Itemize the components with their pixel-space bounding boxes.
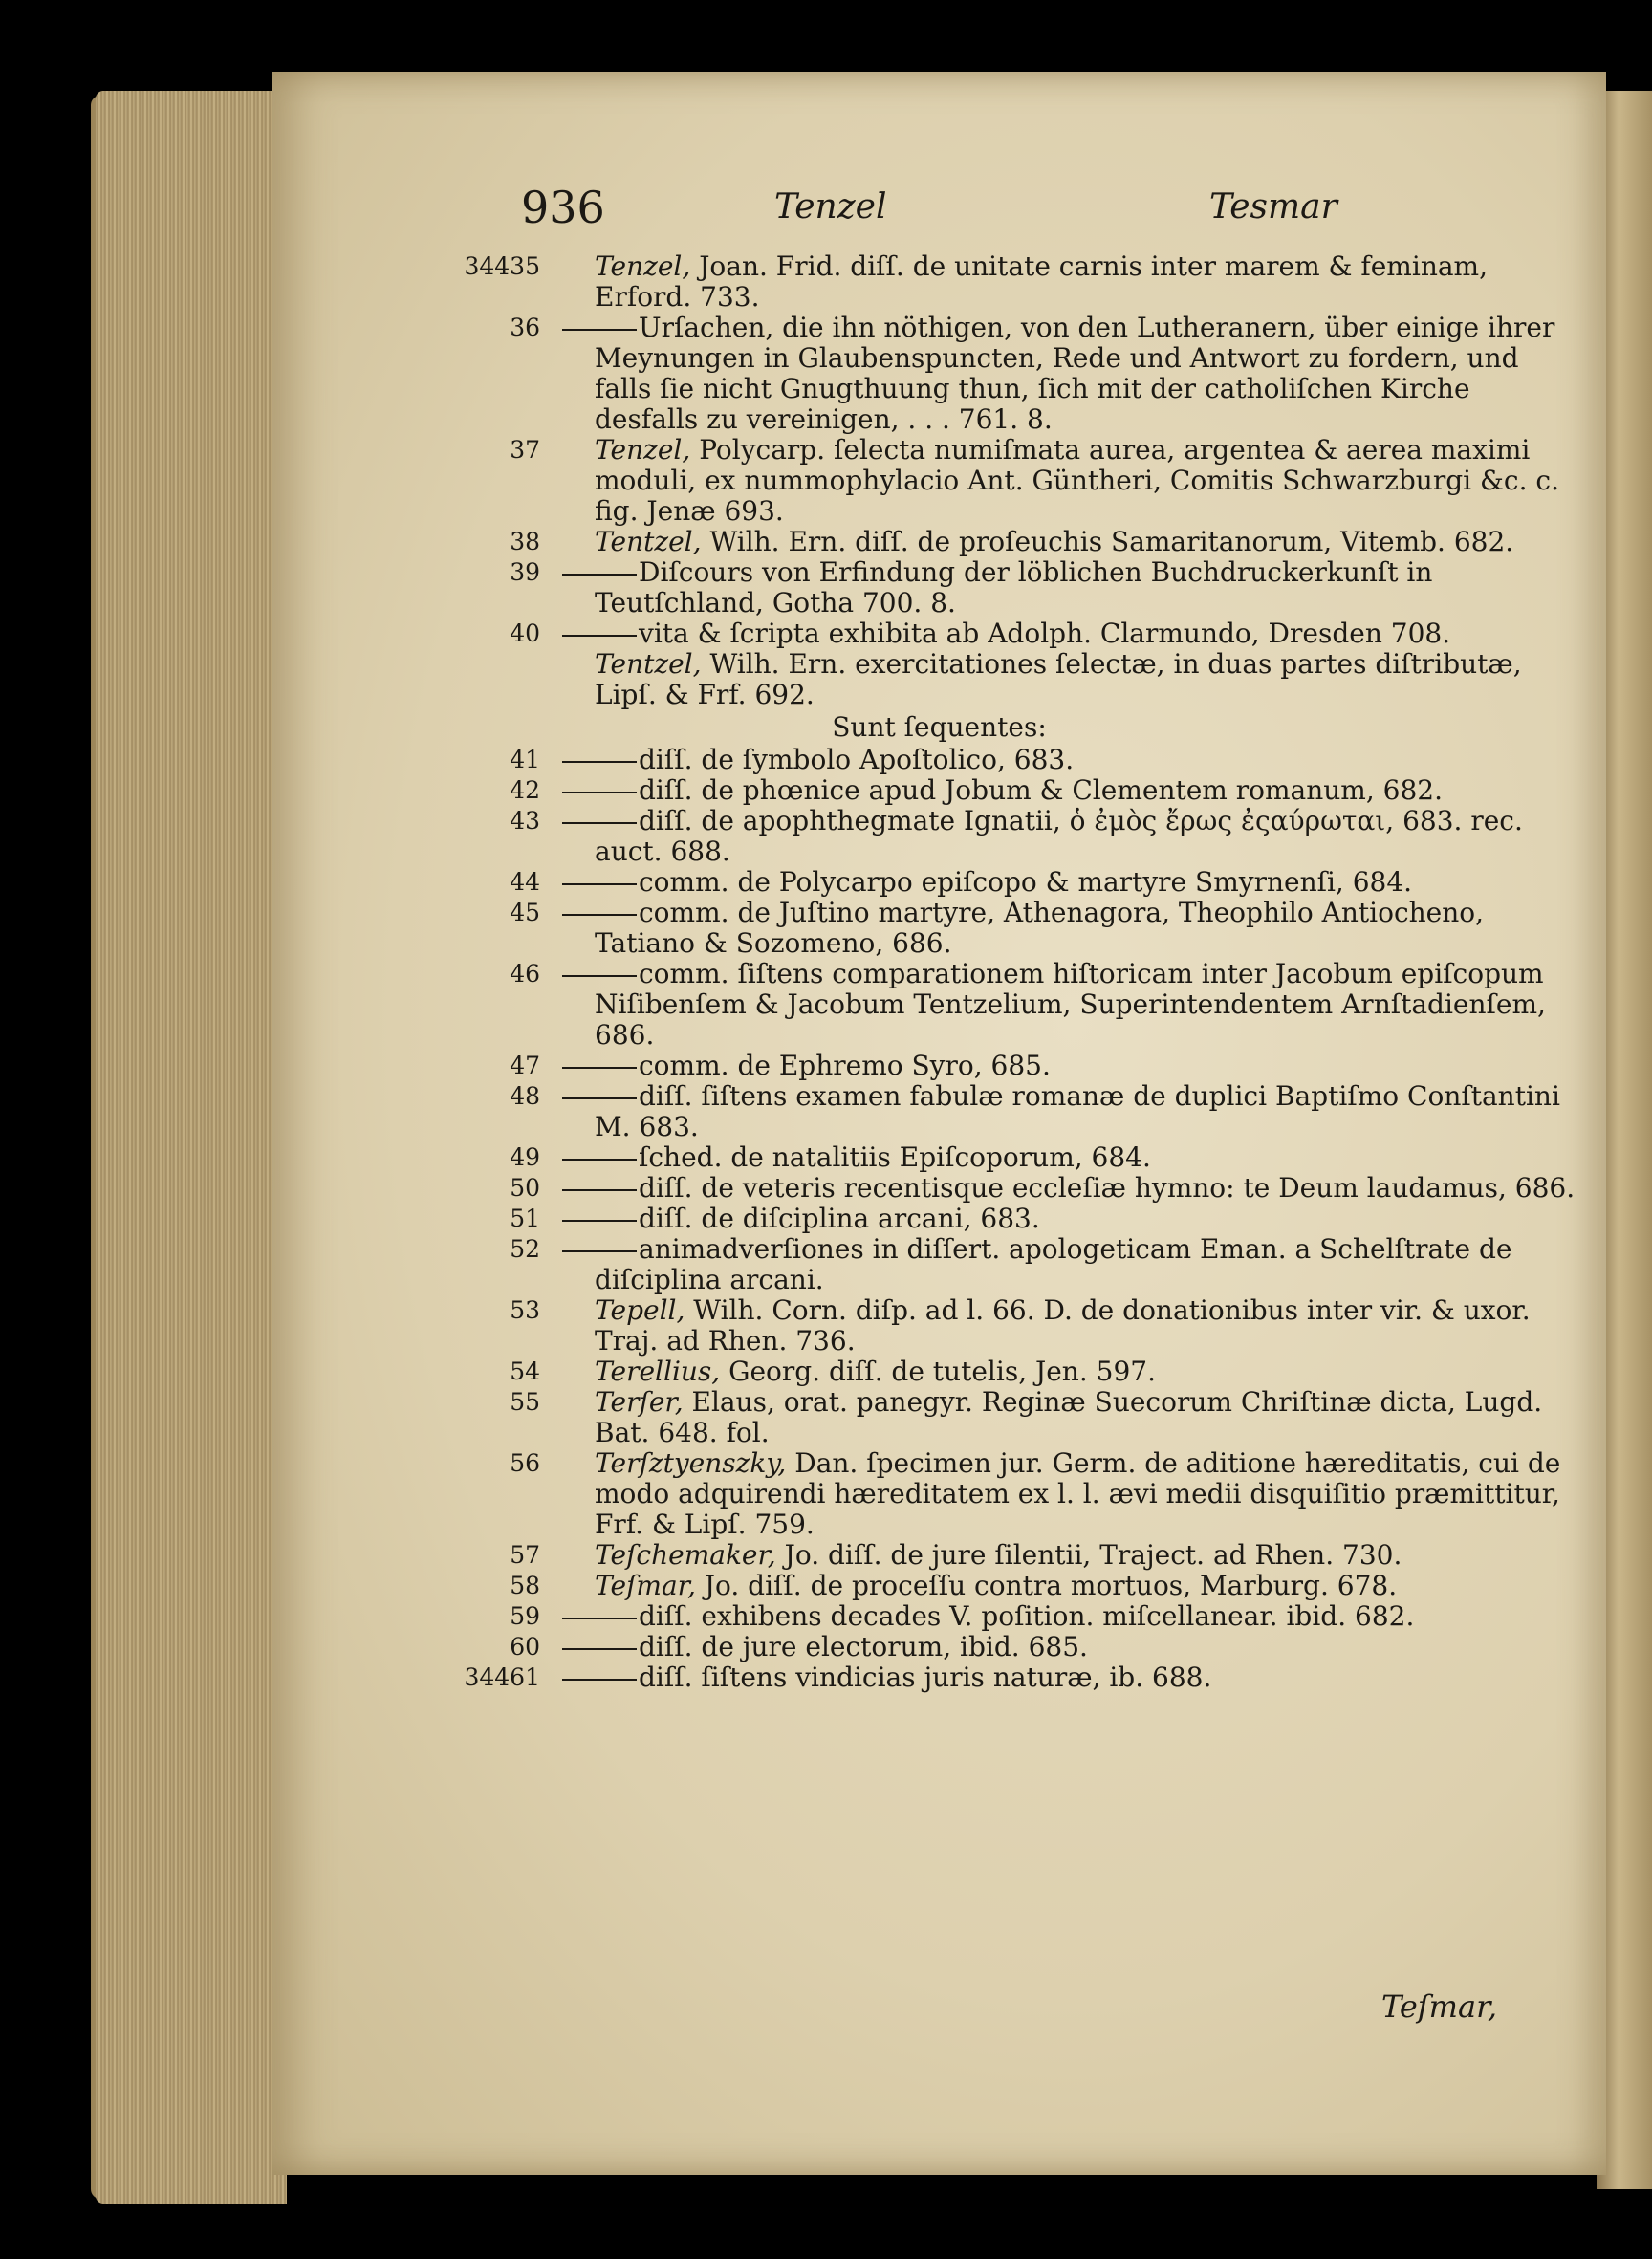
- entry-number: 54: [510, 1358, 540, 1385]
- entry-body: [595, 959, 1576, 1051]
- running-header: [272, 182, 1606, 249]
- entry-body: [595, 1540, 1576, 1571]
- entry-body: [595, 1662, 1576, 1693]
- entry-body: [595, 527, 1576, 557]
- entry-body: [595, 1295, 1576, 1357]
- section-heading: Sunt ſequentes:: [832, 711, 1047, 743]
- entry-number: 60: [510, 1633, 540, 1661]
- entry-text: Wilh. Ern. exercitationes ſelectæ, in duas partes diſtributæ, Lipſ. & Frf. 692.: [595, 648, 1522, 710]
- author-name: Terſer,: [595, 1386, 684, 1418]
- entry-text: Wilh. Ern. diſſ. de proſeuchis Samaritanorum, Vitemb. 682.: [701, 526, 1514, 557]
- entry-number: 50: [510, 1174, 540, 1202]
- entry-body: [595, 313, 1576, 435]
- entry-body: [595, 557, 1576, 619]
- bibliography-entry: [272, 806, 1606, 867]
- entry-text: Dan. ſpecimen jur. Germ. de aditione hæreditatis, cui de modo adquirendi hæreditatem ex l. l. ævi medii disquiſitio præmittitur, Frf. & Lipſ. 759.: [595, 1447, 1561, 1540]
- ditto-dash: [562, 1097, 637, 1099]
- entry-number: 49: [510, 1143, 540, 1171]
- bibliography-entry: [272, 775, 1606, 806]
- bibliography-entry: [272, 1295, 1606, 1357]
- ditto-dash: [562, 574, 637, 576]
- entry-number: 45: [510, 899, 540, 926]
- entry-text: comm. de Ephremo Syro, 685.: [639, 1050, 1051, 1081]
- entry-body: [595, 1142, 1576, 1173]
- entry-number: 58: [510, 1572, 540, 1599]
- entry-text: diſſ. de veteris recentisque eccleſiæ hymno: te Deum laudamus, 686.: [639, 1172, 1576, 1204]
- entry-number: 40: [510, 619, 540, 647]
- entry-text: comm. de Juſtino martyre, Athenagora, Theophilo Antiocheno, Tatiano & Sozomeno, 686.: [595, 897, 1485, 959]
- ditto-dash: [562, 1679, 637, 1681]
- entry-number: 51: [510, 1205, 540, 1232]
- author-name: Tenzel,: [595, 250, 691, 282]
- bibliography-entry: [272, 649, 1606, 710]
- ditto-dash: [562, 329, 637, 331]
- entry-body: [595, 1051, 1576, 1081]
- author-name: Terſztyenszky,: [595, 1447, 787, 1479]
- author-name: Teſmar,: [595, 1570, 696, 1601]
- ditto-dash: [562, 1618, 637, 1619]
- entry-body: [595, 1357, 1576, 1387]
- author-name: Teſchemaker,: [595, 1539, 776, 1571]
- author-name: Tentzel,: [595, 526, 702, 557]
- entry-body: [595, 649, 1576, 710]
- bibliography-entry: [272, 619, 1606, 649]
- bibliography-entry: [272, 745, 1606, 775]
- entry-text: Urſachen, die ihn nöthigen, von den Lutheranern, über einige ihrer Meynungen in Glaubenspuncten, Rede und Antwort zu fordern, und falls ſie nicht Gnugthuung thun, ſich mit der catholiſchen Kirche desfalls zu vereinigen, . . . 761. 8.: [595, 312, 1555, 435]
- bibliography-entry: [272, 313, 1606, 435]
- entry-body: [595, 1234, 1576, 1295]
- entry-body: [595, 1204, 1576, 1234]
- entry-text: animadverſiones in diſſert. apologeticam Eman. a Schelſtrate de diſciplina arcani.: [595, 1233, 1512, 1295]
- entry-number: 38: [510, 528, 540, 555]
- entry-text: diſſ. de jure electorum, ibid. 685.: [639, 1631, 1088, 1662]
- entry-body: [595, 251, 1576, 313]
- entry-text: diſſ. ſiſtens examen fabulæ romanæ de duplici Baptiſmo Conſtantini M. 683.: [595, 1080, 1560, 1142]
- entry-text: Jo. diſſ. de jure ſilentii, Traject. ad Rhen. 730.: [775, 1539, 1402, 1571]
- author-name: Tepell,: [595, 1294, 685, 1326]
- entry-number: 46: [510, 960, 540, 988]
- entry-text: Joan. Frid. diſſ. de unitate carnis inter marem & feminam, Erford. 733.: [595, 250, 1488, 313]
- entry-text: Jo. diſſ. de proceſſu contra mortuos, Marburg. 678.: [695, 1570, 1398, 1601]
- ditto-dash: [562, 1220, 637, 1222]
- bibliography-entry: [272, 251, 1606, 313]
- bibliography-entry: [272, 898, 1606, 959]
- bibliography-entry: [272, 1601, 1606, 1632]
- entry-body: [595, 1387, 1576, 1448]
- entry-body: [595, 806, 1576, 867]
- entry-number: 39: [510, 558, 540, 586]
- bibliography-entry: [272, 867, 1606, 898]
- page-number: 936: [521, 182, 605, 233]
- entry-number: 55: [510, 1388, 540, 1416]
- author-name: Tenzel,: [595, 434, 691, 466]
- header-left-title: Tenzel: [774, 187, 887, 227]
- entry-body: [595, 435, 1576, 527]
- bibliography-entry: [272, 1357, 1606, 1387]
- ditto-dash: [562, 761, 637, 763]
- bibliography-entry: [272, 435, 1606, 527]
- entry-text: diſſ. de diſciplina arcani, 683.: [639, 1203, 1040, 1234]
- bibliography-entry: [272, 1142, 1606, 1173]
- entry-text: vita & ſcripta exhibita ab Adolph. Clarmundo, Dresden 708.: [639, 618, 1451, 649]
- entry-text: Polycarp. ſelecta numiſmata aurea, argentea & aerea maximi moduli, ex nummophylacio Ant. Güntheri, Comitis Schwarzburgi &c. c. fig. Jenæ 693.: [595, 434, 1559, 527]
- ditto-dash: [562, 1250, 637, 1252]
- bibliography-entry: [272, 710, 1606, 745]
- bibliography-entry: [272, 1173, 1606, 1204]
- entry-text: diſſ. ſiſtens vindicias juris naturæ, ib. 688.: [639, 1662, 1212, 1693]
- bibliography-entry: [272, 1234, 1606, 1295]
- entry-body: [595, 1632, 1576, 1662]
- entry-number: 42: [510, 776, 540, 804]
- bibliography-entry: [272, 557, 1606, 619]
- entry-text: diſſ. de phœnice apud Jobum & Clementem romanum, 682.: [639, 774, 1443, 806]
- entry-number: 44: [510, 868, 540, 896]
- entry-text: Wilh. Corn. diſp. ad l. 66. D. de donationibus inter vir. & uxor. Traj. ad Rhen. 736.: [595, 1294, 1531, 1357]
- entry-number: 57: [510, 1541, 540, 1569]
- author-name: Tentzel,: [595, 648, 702, 680]
- bibliography-entry: [272, 1662, 1606, 1693]
- printed-page: [272, 72, 1606, 2175]
- entry-body: [595, 1601, 1576, 1632]
- ditto-dash: [562, 635, 637, 637]
- page-stack-edge: [96, 91, 287, 2204]
- ditto-dash: [562, 1067, 637, 1069]
- ditto-dash: [562, 1648, 637, 1650]
- entry-body: [595, 1571, 1576, 1601]
- entry-body: [595, 1448, 1576, 1540]
- entry-text: diſſ. de ſymbolo Apoſtolico, 683.: [639, 744, 1075, 775]
- entry-body: [595, 1173, 1576, 1204]
- ditto-dash: [562, 914, 637, 916]
- entry-number: 48: [510, 1082, 540, 1110]
- entry-number: 53: [510, 1296, 540, 1324]
- author-name: Terellius,: [595, 1356, 721, 1387]
- entry-number: 36: [510, 314, 540, 341]
- entry-body: [595, 745, 1576, 775]
- bibliography-entries: [272, 251, 1606, 1693]
- entry-number: 56: [510, 1449, 540, 1477]
- entry-text: Georg. diſſ. de tutelis, Jen. 597.: [720, 1356, 1156, 1387]
- entry-number: 47: [510, 1052, 540, 1079]
- entry-text: Diſcours von Erfindung der löblichen Buchdruckerkunſt in Teutſchland, Gotha 700. 8.: [595, 556, 1433, 619]
- ditto-dash: [562, 1189, 637, 1191]
- bibliography-entry: [272, 1051, 1606, 1081]
- entry-text: comm. de Polycarpo epiſcopo & martyre Smyrnenſi, 684.: [639, 866, 1413, 898]
- entry-text: diſſ. exhibens decades V. poſition. miſcellanear. ibid. 682.: [639, 1600, 1415, 1632]
- ditto-dash: [562, 975, 637, 977]
- entry-number: 34461: [464, 1663, 540, 1691]
- bibliography-entry: [272, 1540, 1606, 1571]
- entry-body: [595, 898, 1576, 959]
- entry-number: 59: [510, 1602, 540, 1630]
- ditto-dash: [562, 1159, 637, 1161]
- entry-number: 52: [510, 1235, 540, 1263]
- ditto-dash: [562, 883, 637, 885]
- entry-body: [595, 775, 1576, 806]
- bibliography-entry: [272, 1387, 1606, 1448]
- entry-number: 43: [510, 807, 540, 835]
- entry-number: 41: [510, 746, 540, 773]
- entry-number: 34435: [464, 252, 540, 280]
- bibliography-entry: [272, 527, 1606, 557]
- header-right-title: Tesmar: [1209, 187, 1337, 227]
- bibliography-entry: [272, 1081, 1606, 1142]
- ditto-dash: [562, 792, 637, 793]
- entry-text: comm. ſiſtens comparationem hiſtoricam inter Jacobum epiſcopum Niſibenſem & Jacobum Tentzelium, Superintendentem Arnſtadienſem, 686.: [595, 958, 1546, 1051]
- bibliography-entry: [272, 959, 1606, 1051]
- bibliography-entry: [272, 1571, 1606, 1601]
- entry-body: [595, 867, 1576, 898]
- bibliography-entry: [272, 1448, 1606, 1540]
- entry-body: [595, 619, 1576, 649]
- entry-body: [595, 1081, 1576, 1142]
- entry-text: ſched. de natalitiis Epiſcoporum, 684.: [639, 1141, 1151, 1173]
- bibliography-entry: [272, 1632, 1606, 1662]
- entry-text: Elaus, orat. panegyr. Reginæ Suecorum Chriſtinæ dicta, Lugd. Bat. 648. fol.: [595, 1386, 1543, 1448]
- entry-number: 37: [510, 436, 540, 464]
- bibliography-entry: [272, 1204, 1606, 1234]
- entry-text: diſſ. de apophthegmate Ignatii, ὁ ἐμὸς ἔρως ἐςαύρωται, 683. rec. auct. 688.: [595, 805, 1523, 867]
- catchword: Teſmar,: [1381, 1988, 1498, 2025]
- ditto-dash: [562, 822, 637, 824]
